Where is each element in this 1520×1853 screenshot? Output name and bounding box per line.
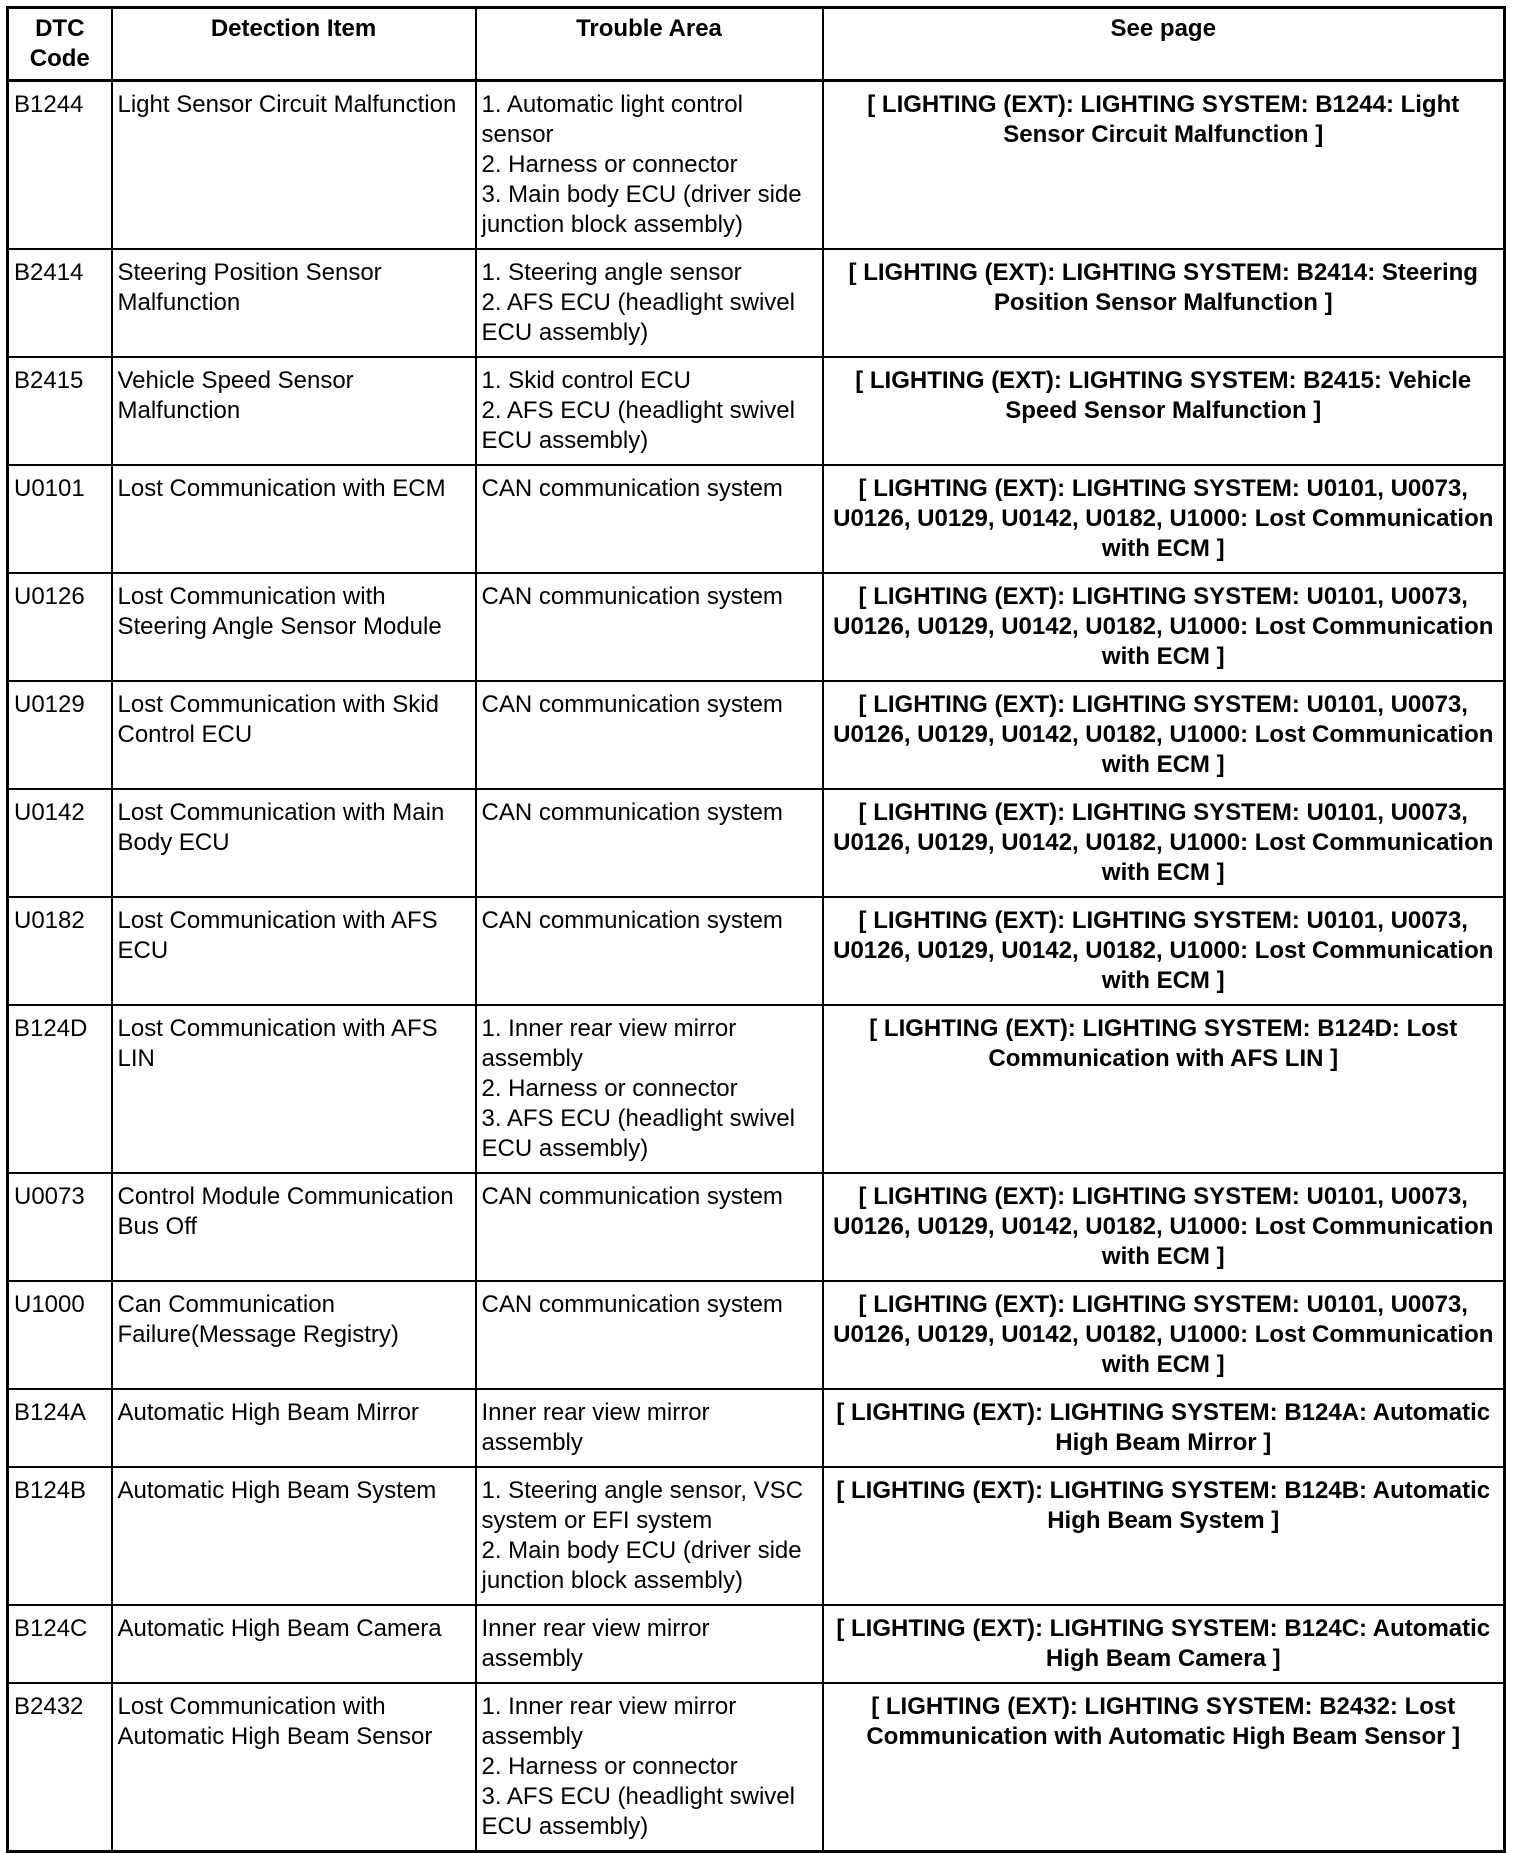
trouble-area-line: 1. Inner rear view mirror assembly xyxy=(481,1693,737,1750)
trouble-area-cell xyxy=(476,1467,823,1605)
table-row xyxy=(8,465,1505,573)
detection-item-cell: Steering Position Sensor Malfunction xyxy=(112,249,476,357)
detection-item-cell: Lost Communication with Steering Angle Sensor Module xyxy=(112,573,476,681)
see-page-link[interactable]: [ LIGHTING (EXT): LIGHTING SYSTEM: U0101, U0073, U0126, U0129, U0142, U0182, U1000: Lost Communication with ECM ] xyxy=(823,897,1505,1005)
dtc-code-cell: U1000 xyxy=(8,1281,112,1389)
detection-item-cell: Vehicle Speed Sensor Malfunction xyxy=(112,357,476,465)
trouble-area-line: 1. Inner rear view mirror assembly xyxy=(481,1015,737,1072)
dtc-code-cell: B124B xyxy=(8,1467,112,1605)
detection-item-cell: Lost Communication with Skid Control ECU xyxy=(112,681,476,789)
trouble-area-line: Inner rear view mirror assembly xyxy=(481,1615,710,1672)
header-see-page: See page xyxy=(823,8,1505,81)
trouble-area-cell xyxy=(476,1005,823,1173)
see-page-link[interactable]: [ LIGHTING (EXT): LIGHTING SYSTEM: U0101, U0073, U0126, U0129, U0142, U0182, U1000: Lost Communication with ECM ] xyxy=(823,573,1505,681)
detection-item-cell: Automatic High Beam Mirror xyxy=(112,1389,476,1467)
detection-item-cell: Automatic High Beam System xyxy=(112,1467,476,1605)
header-trouble-area: Trouble Area xyxy=(476,8,823,81)
dtc-code-cell: B124A xyxy=(8,1389,112,1467)
detection-item-cell: Lost Communication with AFS LIN xyxy=(112,1005,476,1173)
header-dtc-code xyxy=(8,8,112,81)
dtc-code-cell: U0126 xyxy=(8,573,112,681)
detection-item-cell: Light Sensor Circuit Malfunction xyxy=(112,81,476,250)
see-page-link[interactable]: [ LIGHTING (EXT): LIGHTING SYSTEM: U0101, U0073, U0126, U0129, U0142, U0182, U1000: Lost Communication with ECM ] xyxy=(823,789,1505,897)
detection-item-cell: Can Communication Failure(Message Registry) xyxy=(112,1281,476,1389)
trouble-area-cell xyxy=(476,1281,823,1389)
dtc-code-cell: U0129 xyxy=(8,681,112,789)
table-row xyxy=(8,1173,1505,1281)
trouble-area-line: CAN communication system xyxy=(481,691,783,718)
trouble-area-cell xyxy=(476,81,823,250)
header-detection-item: Detection Item xyxy=(112,8,476,81)
trouble-area-line: 2. Harness or connector xyxy=(481,151,738,178)
table-row xyxy=(8,249,1505,357)
trouble-area-cell xyxy=(476,1605,823,1683)
trouble-area-line: 2. AFS ECU (headlight swivel ECU assembly) xyxy=(481,397,795,454)
trouble-area-cell xyxy=(476,897,823,1005)
see-page-link[interactable]: [ LIGHTING (EXT): LIGHTING SYSTEM: B2415: Vehicle Speed Sensor Malfunction ] xyxy=(823,357,1505,465)
see-page-link[interactable]: [ LIGHTING (EXT): LIGHTING SYSTEM: B2414: Steering Position Sensor Malfunction ] xyxy=(823,249,1505,357)
detection-item-cell: Control Module Communication Bus Off xyxy=(112,1173,476,1281)
trouble-area-cell xyxy=(476,249,823,357)
table-row xyxy=(8,81,1505,250)
trouble-area-cell xyxy=(476,1683,823,1852)
trouble-area-line: 1. Automatic light control sensor xyxy=(481,91,743,148)
trouble-area-line: CAN communication system xyxy=(481,799,783,826)
trouble-area-line: 3. AFS ECU (headlight swivel ECU assembly) xyxy=(481,1783,795,1840)
dtc-code-cell: B2414 xyxy=(8,249,112,357)
trouble-area-cell xyxy=(476,681,823,789)
trouble-area-cell xyxy=(476,465,823,573)
trouble-area-line: 1. Steering angle sensor, VSC system or EFI system xyxy=(481,1477,804,1534)
trouble-area-line: CAN communication system xyxy=(481,475,783,502)
dtc-code-cell: B1244 xyxy=(8,81,112,250)
trouble-area-cell xyxy=(476,573,823,681)
table-row xyxy=(8,1467,1505,1605)
see-page-link[interactable]: [ LIGHTING (EXT): LIGHTING SYSTEM: B2432: Lost Communication with Automatic High Beam Sensor ] xyxy=(823,1683,1505,1852)
trouble-area-cell xyxy=(476,1389,823,1467)
trouble-area-line: 3. Main body ECU (driver side junction block assembly) xyxy=(481,181,802,238)
dtc-table xyxy=(6,6,1506,1853)
see-page-link[interactable]: [ LIGHTING (EXT): LIGHTING SYSTEM: U0101, U0073, U0126, U0129, U0142, U0182, U1000: Lost Communication with ECM ] xyxy=(823,1173,1505,1281)
see-page-link[interactable]: [ LIGHTING (EXT): LIGHTING SYSTEM: B124D: Lost Communication with AFS LIN ] xyxy=(823,1005,1505,1173)
table-row xyxy=(8,1281,1505,1389)
trouble-area-line: 3. AFS ECU (headlight swivel ECU assembly) xyxy=(481,1105,795,1162)
detection-item-cell: Automatic High Beam Camera xyxy=(112,1605,476,1683)
dtc-document xyxy=(6,6,1506,1853)
table-row xyxy=(8,1605,1505,1683)
trouble-area-line: CAN communication system xyxy=(481,1291,783,1318)
header-dtc-code-line1: DTC xyxy=(35,15,85,42)
table-row xyxy=(8,897,1505,1005)
trouble-area-line: CAN communication system xyxy=(481,907,783,934)
trouble-area-line: CAN communication system xyxy=(481,583,783,610)
table-header-row xyxy=(8,8,1505,81)
trouble-area-line: 1. Skid control ECU xyxy=(481,367,691,394)
trouble-area-line: 2. Harness or connector xyxy=(481,1753,738,1780)
trouble-area-line: 2. Harness or connector xyxy=(481,1075,738,1102)
see-page-link[interactable]: [ LIGHTING (EXT): LIGHTING SYSTEM: B124C: Automatic High Beam Camera ] xyxy=(823,1605,1505,1683)
table-row xyxy=(8,789,1505,897)
see-page-link[interactable]: [ LIGHTING (EXT): LIGHTING SYSTEM: U0101, U0073, U0126, U0129, U0142, U0182, U1000: Lost Communication with ECM ] xyxy=(823,681,1505,789)
header-dtc-code-line2: Code xyxy=(29,45,90,72)
dtc-code-cell: B2432 xyxy=(8,1683,112,1852)
table-row xyxy=(8,357,1505,465)
trouble-area-line: 1. Steering angle sensor xyxy=(481,259,742,286)
dtc-code-cell: B124C xyxy=(8,1605,112,1683)
trouble-area-cell xyxy=(476,1173,823,1281)
detection-item-cell: Lost Communication with AFS ECU xyxy=(112,897,476,1005)
trouble-area-line: 2. Main body ECU (driver side junction block assembly) xyxy=(481,1537,802,1594)
dtc-code-cell: B124D xyxy=(8,1005,112,1173)
trouble-area-cell xyxy=(476,789,823,897)
trouble-area-line: 2. AFS ECU (headlight swivel ECU assembly) xyxy=(481,289,795,346)
dtc-code-cell: B2415 xyxy=(8,357,112,465)
trouble-area-line: CAN communication system xyxy=(481,1183,783,1210)
table-body xyxy=(8,81,1505,1852)
see-page-link[interactable]: [ LIGHTING (EXT): LIGHTING SYSTEM: U0101, U0073, U0126, U0129, U0142, U0182, U1000: Lost Communication with ECM ] xyxy=(823,1281,1505,1389)
see-page-link[interactable]: [ LIGHTING (EXT): LIGHTING SYSTEM: B1244: Light Sensor Circuit Malfunction ] xyxy=(823,81,1505,250)
dtc-code-cell: U0101 xyxy=(8,465,112,573)
table-row xyxy=(8,573,1505,681)
detection-item-cell: Lost Communication with ECM xyxy=(112,465,476,573)
see-page-link[interactable]: [ LIGHTING (EXT): LIGHTING SYSTEM: B124B: Automatic High Beam System ] xyxy=(823,1467,1505,1605)
trouble-area-line: Inner rear view mirror assembly xyxy=(481,1399,710,1456)
trouble-area-cell xyxy=(476,357,823,465)
dtc-code-cell: U0182 xyxy=(8,897,112,1005)
see-page-link[interactable]: [ LIGHTING (EXT): LIGHTING SYSTEM: B124A: Automatic High Beam Mirror ] xyxy=(823,1389,1505,1467)
table-row xyxy=(8,1389,1505,1467)
table-row xyxy=(8,681,1505,789)
dtc-code-cell: U0142 xyxy=(8,789,112,897)
dtc-code-cell: U0073 xyxy=(8,1173,112,1281)
detection-item-cell: Lost Communication with Automatic High Beam Sensor xyxy=(112,1683,476,1852)
table-row xyxy=(8,1683,1505,1852)
table-row xyxy=(8,1005,1505,1173)
see-page-link[interactable]: [ LIGHTING (EXT): LIGHTING SYSTEM: U0101, U0073, U0126, U0129, U0142, U0182, U1000: Lost Communication with ECM ] xyxy=(823,465,1505,573)
detection-item-cell: Lost Communication with Main Body ECU xyxy=(112,789,476,897)
